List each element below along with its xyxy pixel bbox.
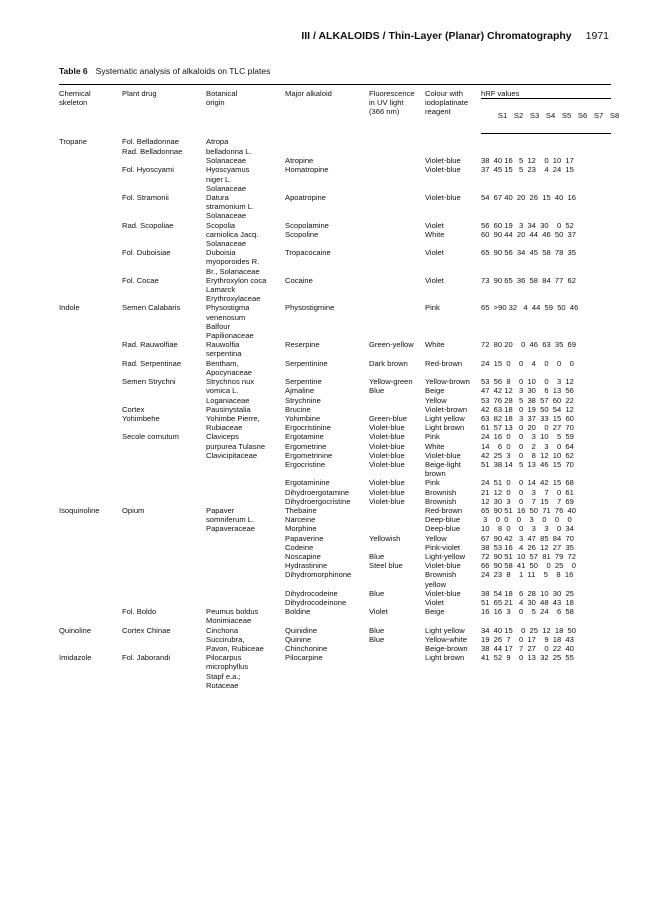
cell-hrf-values: 37 45 15 5 23 4 24 15 xyxy=(481,165,574,175)
cell-major-alkaloid: Homatropine xyxy=(285,165,329,175)
cell-colour: Violet-blue xyxy=(425,155,461,165)
cell-hrf-values: 24 16 0 0 3 10 5 59 14 6 0 0 2 3 0 64 42 25 3 0 8 12 10 62 51 38 14 5 13 46 15 70 24 51 0 0 14 42 15 68 21 12 0 0 3 7 0 61 12 30 3 0 7 15 7 69 xyxy=(481,432,574,506)
table-row xyxy=(59,359,611,377)
cell-skeleton: Quinoline xyxy=(59,625,92,635)
cell-fluorescence: Green-yellow xyxy=(369,340,414,350)
col-s5: S5 xyxy=(561,111,572,121)
cell-botanical-origin: Claviceps purpurea Tulasne Clavicipitaceae xyxy=(206,432,266,460)
cell-hrf-values: 38 40 16 5 12 0 10 17 xyxy=(481,156,574,166)
table-label: Table 6 xyxy=(59,66,88,76)
table-row xyxy=(59,432,611,506)
cell-hrf-values: 53 56 8 0 10 0 3 12 47 42 12 3 30 6 13 56 53 76 28 5 38 57 60 22 42 63 18 0 19 50 54 12 63 82 18 3 37 33 15 60 61 57 13 0 20 0 27 70 xyxy=(481,377,574,433)
cell-hrf-values: 73 90 65 36 58 84 77 62 xyxy=(481,275,576,285)
cell-plant-drug: Semen Strychni Cortex Yohimbehe xyxy=(122,377,176,423)
cell-botanical-origin: Hyoscyamus niger L. Solanaceae xyxy=(206,165,250,193)
table-row xyxy=(59,303,611,340)
col-botanical-origin: Botanical origin xyxy=(206,85,285,134)
cell-major-alkaloid: Serpentine Ajmaline Strychnine Brucine Yohimbine Ergocristinine xyxy=(285,377,332,433)
cell-colour: Violet xyxy=(425,275,444,285)
cell-fluorescence xyxy=(369,276,425,304)
col-skeleton: Chemical skeleton xyxy=(59,85,122,134)
cell-skeleton: Tropane xyxy=(59,137,88,147)
col-colour: Colour with iodoplatinate reagent xyxy=(425,85,481,134)
cell-major-alkaloid: Tropacocaine xyxy=(285,248,331,258)
cell-skeleton xyxy=(59,165,122,193)
col-hrf-values: hRF values xyxy=(481,85,611,99)
cell-major-alkaloid: Scopolamine Scopoline xyxy=(285,220,329,239)
cell-plant-drug: Fol. Stramonii xyxy=(122,193,169,203)
cell-fluorescence xyxy=(369,221,425,249)
table-title: Systematic analysis of alkaloids on TLC plates xyxy=(95,66,271,76)
cell-fluorescence: Violet-blue Violet-blue Violet-blue Violet-blue Violet-blue Violet-blue Violet-blue xyxy=(369,432,405,506)
cell-hrf-values: 16 16 3 0 5 24 6 58 xyxy=(481,607,574,617)
cell-botanical-origin: Scopolia carniolica Jacq. Solanaceae xyxy=(206,220,259,249)
cell-hrf-values: 56 60 19 3 34 30 0 52 60 90 44 20 44 46 50 37 xyxy=(481,220,576,239)
cell-colour: Beige xyxy=(425,607,445,617)
cell-fluorescence: Blue Blue xyxy=(369,625,385,644)
cell-skeleton xyxy=(59,377,122,432)
cell-skeleton xyxy=(59,248,122,276)
cell-hrf-values: 41 52 9 0 13 32 25 55 xyxy=(481,653,574,663)
cell-colour: Red-brown xyxy=(425,358,463,368)
col-fluorescence: Fluorescence in UV light (366 nm) xyxy=(369,85,425,134)
cell-fluorescence xyxy=(369,653,425,690)
cell-plant-drug: Secole cornutum xyxy=(122,432,179,442)
col-s1: S1 xyxy=(497,111,508,121)
cell-major-alkaloid: Apoatropine xyxy=(285,193,326,203)
cell-colour: Light brown xyxy=(425,653,465,663)
cell-major-alkaloid: Quinidine Quinine Chinchonine xyxy=(285,625,328,653)
cell-skeleton xyxy=(59,221,122,249)
cell-colour: White xyxy=(425,340,445,350)
cell-skeleton xyxy=(59,432,122,506)
col-s7: S7 xyxy=(593,111,604,121)
page-number: 1971 xyxy=(585,30,609,42)
col-s6: S6 xyxy=(577,111,588,121)
table-row xyxy=(59,626,611,654)
cell-botanical-origin: Physostigma venenosum Balfour Papilionaceae xyxy=(206,303,254,341)
cell-fluorescence xyxy=(369,193,425,221)
table-caption xyxy=(59,66,270,76)
cell-hrf-values: 65 >90 32 4 44 59 50 46 xyxy=(481,303,579,313)
table-row xyxy=(59,133,611,165)
cell-botanical-origin: Strychnos nux vomica L. Loganiaceae Pausinystalia Yohimbe Pierre, Rubiaceae xyxy=(206,377,260,433)
table-row xyxy=(59,340,611,358)
cell-plant-drug: Semen Calabaris xyxy=(122,303,181,313)
cell-plant-drug: Fol. Cocae xyxy=(122,275,159,285)
cell-plant-drug: Cortex Chinae xyxy=(122,625,171,635)
cell-plant-drug: Fol. Hyoscyami xyxy=(122,165,174,175)
cell-skeleton xyxy=(59,607,122,625)
cell-fluorescence: Violet xyxy=(369,607,388,617)
cell-plant-drug: Fol. Boldo xyxy=(122,607,157,617)
cell-hrf-values: 54 67 40 20 26 15 40 16 xyxy=(481,193,576,203)
cell-skeleton: Imidazole xyxy=(59,653,92,663)
table-row xyxy=(59,248,611,276)
running-header xyxy=(301,30,609,42)
cell-skeleton xyxy=(59,359,122,377)
table-row xyxy=(59,377,611,432)
cell-fluorescence: Yellowish Blue Steel blue Blue xyxy=(369,533,403,598)
cell-plant-drug: Opium xyxy=(122,505,145,515)
col-plant-drug: Plant drug xyxy=(122,85,206,134)
cell-hrf-values: 24 15 0 0 4 0 0 0 xyxy=(481,358,574,368)
cell-hrf-values: 65 90 51 16 50 71 76 40 3 0 0 0 3 0 0 0 10 8 0 0 3 3 0 34 67 90 42 3 47 85 84 70 38 53 16 4 26 12 27 35 72 90 51 10 57 81 79 72 66 90 58 41 50 0 25 0 24 23 8 1 11 5 8 16 38 54 18 6 28 10 30 25 51 65 21 4 30 48 43 18 xyxy=(481,505,576,607)
cell-major-alkaloid: Reserpine xyxy=(285,340,320,350)
cell-botanical-origin: Atropa belladonna L. Solanaceae xyxy=(206,137,252,165)
col-s8: S8 xyxy=(609,111,620,121)
cell-skeleton xyxy=(59,276,122,304)
cell-plant-drug: Rad. Scopoliae xyxy=(122,220,174,230)
cell-botanical-origin: Papaver somniferum L. Papaveraceae xyxy=(206,505,255,534)
cell-botanical-origin: Erythroxylon coca Lamarck Erythroxylaceae xyxy=(206,275,267,304)
cell-plant-drug: Fol. Duboisiae xyxy=(122,248,171,258)
cell-major-alkaloid: Atropine xyxy=(285,155,314,165)
cell-botanical-origin: Duboisia myoporoides R. Br., Solanaceae xyxy=(206,248,260,276)
cell-major-alkaloid: Pilocarpine xyxy=(285,653,323,663)
cell-skeleton: Indole xyxy=(59,303,80,313)
cell-fluorescence xyxy=(369,248,425,276)
cell-major-alkaloid: Thebaine Narceine Morphine Papaverine Codeine Noscapine Hydrastinine Dihydromorphinone Dihydrocodeine Dihydrocodeinone xyxy=(285,505,352,607)
cell-fluorescence: Dark brown xyxy=(369,358,408,368)
alkaloid-table xyxy=(59,84,620,690)
header-title: III / ALKALOIDS / Thin-Layer (Planar) Chromatography xyxy=(301,30,572,42)
cell-plant-drug: Rad. Rauwolfiae xyxy=(122,340,178,350)
cell-colour: Light yellow Yellow-white Beige-brown xyxy=(425,625,468,653)
table-row xyxy=(59,193,611,221)
table-row xyxy=(59,653,611,690)
cell-skeleton xyxy=(59,193,122,221)
cell-fluorescence xyxy=(369,165,425,193)
table-row xyxy=(59,276,611,304)
cell-colour: Red-brown Deep-blue Deep-blue Yellow Pink-violet Light-yellow Violet-blue Brownish yellow Violet-blue Violet xyxy=(425,505,466,607)
cell-hrf-values: 34 40 15 0 25 12 18 50 19 26 7 0 17 9 18 43 38 44 17 7 27 0 22 40 xyxy=(481,625,576,653)
col-s4: S4 xyxy=(545,111,556,121)
cell-colour: Violet xyxy=(425,248,444,258)
cell-colour: Violet White xyxy=(425,220,445,239)
cell-botanical-origin: Pilocarpus microphyllus Stapf e.a.; Rutaceae xyxy=(206,653,249,690)
cell-botanical-origin: Rauwolfia serpentina xyxy=(206,340,242,359)
cell-major-alkaloid: Physostigmine xyxy=(285,303,335,313)
cell-plant-drug: Fol. Belladonnae Rad. Belladonnae xyxy=(122,137,183,156)
cell-major-alkaloid: Boldine xyxy=(285,607,311,617)
cell-skeleton: Isoquinoline xyxy=(59,505,100,515)
cell-hrf-values: 72 80 20 0 46 63 35 69 xyxy=(481,340,576,350)
cell-major-alkaloid: Ergotamine Ergometrine Ergometrinine Ergocristine Ergotaminine Dihydroergotamine Dihydroergocristine xyxy=(285,432,351,506)
cell-botanical-origin: Bentham, Apocynaceae xyxy=(206,358,253,377)
cell-colour: Violet-blue xyxy=(425,193,461,203)
cell-major-alkaloid: Serpentinine xyxy=(285,358,328,368)
col-s2: S2 xyxy=(513,111,524,121)
cell-plant-drug: Rad. Serpentinae xyxy=(122,358,182,368)
cell-botanical-origin: Cinchona Succirubra, Pavon, Rubiceae xyxy=(206,625,264,653)
cell-colour: Violet-blue xyxy=(425,165,461,175)
cell-colour: Pink xyxy=(425,303,440,313)
col-s3: S3 xyxy=(529,111,540,121)
cell-major-alkaloid: Cocaine xyxy=(285,275,313,285)
cell-colour: Pink White Violet-blue Beige-light brown Pink Brownish Brownish xyxy=(425,432,461,506)
cell-skeleton xyxy=(59,340,122,358)
cell-botanical-origin: Peumus boldus Monimiaceae xyxy=(206,607,259,626)
table-row xyxy=(59,506,611,607)
table-row xyxy=(59,607,611,625)
cell-fluorescence xyxy=(369,303,425,340)
cell-colour: Yellow-brown Beige Yellow Violet-brown Light yellow Light brown xyxy=(425,377,470,433)
col-solvent-systems xyxy=(481,99,620,134)
cell-botanical-origin: Datura stramonium L. Solanaceae xyxy=(206,193,255,221)
cell-plant-drug: Fol. Jaborandi xyxy=(122,653,171,663)
cell-fluorescence: Yellow-green Blue Green-blue Violet-blue xyxy=(369,377,413,433)
cell-fluorescence xyxy=(369,133,425,165)
table-row xyxy=(59,221,611,249)
col-major-alkaloid: Major alkaloid xyxy=(285,85,369,134)
cell-hrf-values: 65 90 56 34 45 58 78 35 xyxy=(481,248,576,258)
table-row xyxy=(59,165,611,193)
